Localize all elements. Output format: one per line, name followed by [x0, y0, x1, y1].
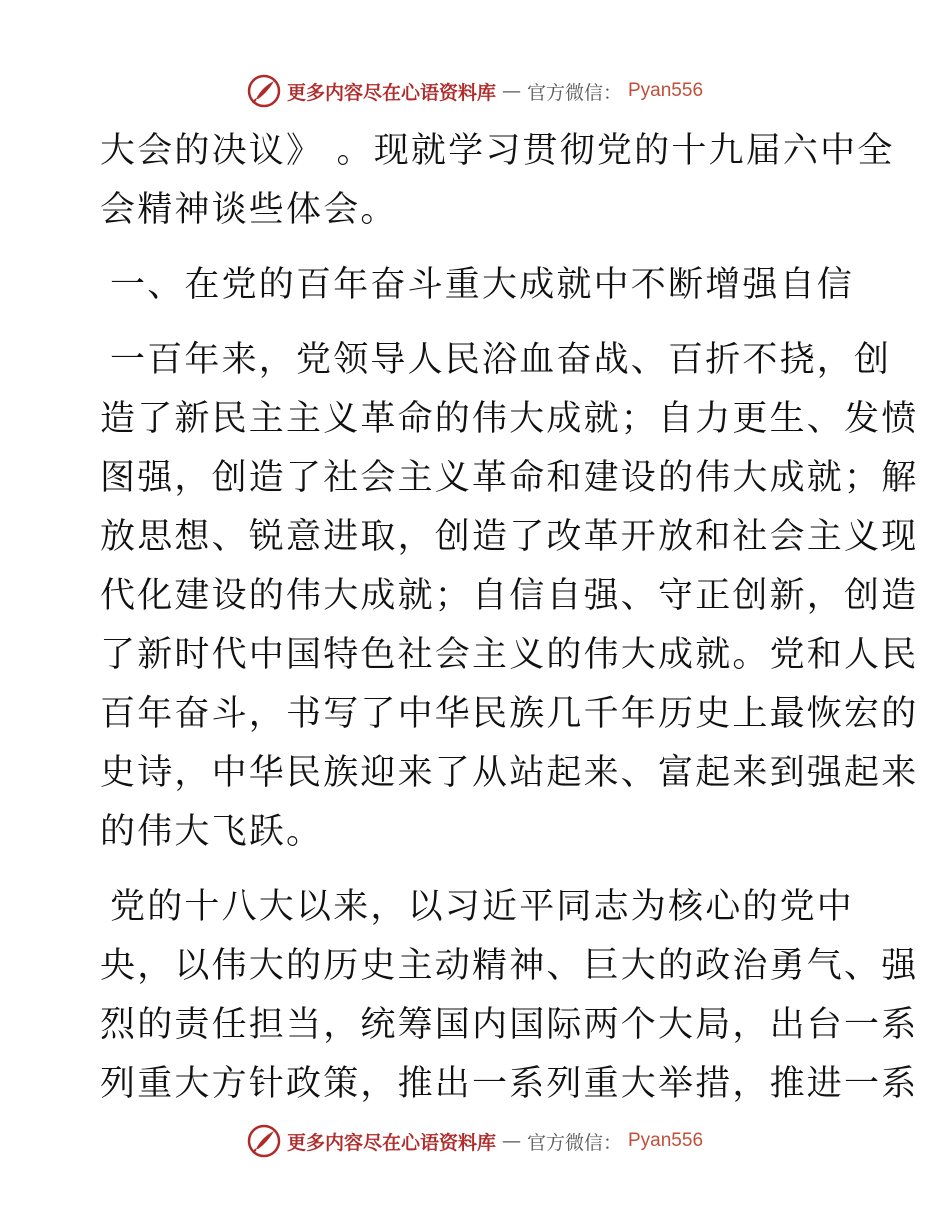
feather-pen-icon — [247, 1124, 281, 1158]
header-watermark — [0, 71, 950, 111]
text-line: 大会的决议》 。现就学习贯彻党的十九届六中全 — [100, 131, 895, 171]
text-line: 图强，创造了社会主义革命和建设的伟大成就；解 — [100, 458, 919, 498]
text-line: 党的十八大以来，以习近平同志为核心的党中 — [110, 887, 855, 927]
watermark-separator: — — [501, 1130, 521, 1152]
heading-line: 一、在党的百年奋斗重大成就中不断增强自信 — [110, 265, 855, 305]
text-line: 百年奋斗，书写了中华民族几千年历史上最恢宏的 — [100, 694, 919, 734]
paragraph-1 — [100, 122, 895, 240]
watermark-wechat-label: 官方微信： — [526, 81, 622, 104]
text-line: 列重大方针政策，推出一系列重大举措，推进一系 — [100, 1064, 919, 1104]
text-line: 一百年来，党领导人民浴血奋战、百折不挠，创 — [110, 340, 892, 380]
footer-watermark — [0, 1121, 950, 1161]
text-line: 造了新民主主义革命的伟大成就；自力更生、发愤 — [100, 399, 919, 439]
watermark-site-text: 更多内容尽在心语资料库 — [286, 81, 496, 104]
watermark-separator: — — [501, 80, 521, 102]
paragraph-3 — [100, 878, 919, 1114]
text-line: 放思想、锐意进取，创造了改革开放和社会主义现 — [100, 517, 919, 557]
text-line: 的伟大飞跃。 — [100, 812, 324, 852]
paragraph-2 — [100, 331, 919, 862]
document-body — [100, 122, 919, 1114]
feather-pen-icon — [247, 74, 281, 108]
text-line: 会精神谈些体会。 — [100, 190, 398, 230]
watermark-wechat-label: 官方微信： — [526, 1131, 622, 1154]
text-line: 了新时代中国特色社会主义的伟大成就。党和人民 — [100, 635, 919, 675]
text-line: 史诗，中华民族迎来了从站起来、富起来到强起来 — [100, 753, 919, 793]
watermark-site-text: 更多内容尽在心语资料库 — [286, 1131, 496, 1154]
text-line: 央，以伟大的历史主动精神、巨大的政治勇气、强 — [100, 946, 919, 986]
text-line: 烈的责任担当，统筹国内国际两个大局，出台一系 — [100, 1005, 919, 1045]
text-line: 代化建设的伟大成就；自信自强、守正创新，创造 — [100, 576, 919, 616]
section-heading-1 — [100, 256, 855, 315]
watermark-wechat-id: Pyan556 — [628, 1130, 704, 1151]
watermark-wechat-id: Pyan556 — [628, 80, 704, 101]
